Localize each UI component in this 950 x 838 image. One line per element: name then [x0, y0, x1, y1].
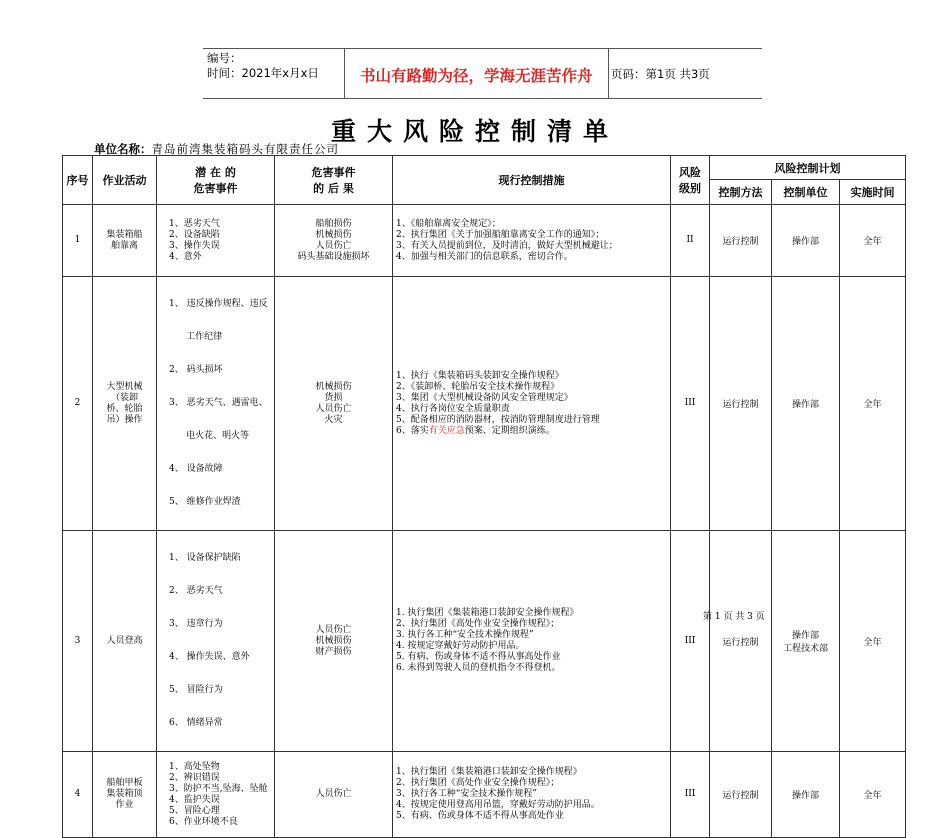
header-consequence: 危害事件 的 后 果	[275, 156, 393, 205]
row-consequences: 机械损伤 货损 人员伤亡 火灾	[275, 277, 393, 531]
hazard-item: 2、 码头损坏	[169, 365, 223, 375]
measure-item: 2、执行集团《高处作业安全操作规程》；	[396, 619, 560, 629]
hazard-item: 4、 设备故障	[169, 464, 223, 474]
row-dept: 操作部	[772, 752, 840, 838]
measure-item: 3、有关人员提前到位，及时清泊，做好大型机械避让；	[396, 240, 618, 251]
measure-item: 2、《装卸桥、轮胎吊安全技术操作规程》	[396, 381, 560, 392]
row-activity: 大型机械 （装卸 桥、轮胎 吊）操作	[93, 277, 157, 531]
row-time: 全年	[840, 205, 906, 277]
measure-item: 1、执行集团《集装箱港口装卸安全操作规程》	[396, 767, 582, 777]
hazard-item: 5、冒险心理	[169, 805, 220, 816]
row-hazards	[157, 277, 275, 531]
row-consequences: 船舶损伤 机械损伤 人员伤亡 码头基础设施损坏	[275, 205, 393, 277]
measure-item: 3、执行各工种“安全技术操作规程”	[396, 789, 537, 799]
measure-item: 5、有病、伤或身体不适不得从事高处作业	[396, 811, 564, 821]
hazard-item: 3、操作失误	[169, 240, 220, 251]
measure-item: 4、按规定使用登高用吊篮，穿戴好劳动防护用品。	[396, 800, 600, 810]
row-time: 全年	[840, 277, 906, 531]
row-method: 运行控制	[710, 277, 772, 531]
header-no: 序号	[63, 156, 93, 205]
measure-item: 1、执行《集装箱码头装卸安全操作规程》	[396, 370, 564, 381]
header-hazard: 潜 在 的 危害事件	[157, 156, 275, 205]
measure-item: 4、加强与相关部门的信息联系，密切合作。	[396, 251, 573, 262]
row-no: 2	[63, 277, 93, 531]
row-activity: 集装箱船 舶靠离	[93, 205, 157, 277]
hazard-item: 6、 情绪异常	[169, 718, 223, 728]
header-plan: 风险控制计划	[710, 156, 906, 180]
header-divider	[344, 49, 345, 98]
header-meta	[207, 51, 319, 81]
row-consequences: 人员伤亡 机械损伤 财产损伤	[275, 531, 393, 752]
row-dept: 操作部	[772, 277, 840, 531]
row-level: III	[671, 531, 710, 752]
measure-item: 2、执行集团《关于加强船舶靠离安全工作的通知》；	[396, 229, 605, 240]
measure-item: 5、配备相应的消防器材，按消防管理制度进行管理	[396, 414, 600, 425]
unit-label: 单位名称：	[94, 142, 152, 156]
row-measures	[393, 277, 671, 531]
measure-item	[396, 426, 667, 437]
table-row	[63, 205, 906, 277]
row-consequences: 人员伤亡	[275, 752, 393, 838]
row-time: 全年	[840, 531, 906, 752]
header-motto: 书山有路勤为径，学海无涯苦作舟	[360, 66, 593, 85]
table-row	[63, 277, 906, 531]
table-row	[63, 752, 906, 838]
hazard-item: 5、 冒险行为	[169, 685, 223, 695]
row-no: 4	[63, 752, 93, 838]
measure-item: 5. 有病、伤或身体不适不得从事高处作业	[396, 652, 561, 662]
row-level: II	[671, 205, 710, 277]
row-time: 全年	[840, 752, 906, 838]
header-divider	[608, 49, 609, 98]
time-label: 时间：2021年x月x日	[207, 66, 319, 80]
table-row	[63, 531, 906, 752]
row-dept: 操作部 工程技术部	[772, 531, 840, 752]
measure-item: 1. 执行集团《集装箱港口装卸安全操作规程》	[396, 608, 579, 618]
header-activity: 作业活动	[93, 156, 157, 205]
row-hazards	[157, 531, 275, 752]
row-level: III	[671, 752, 710, 838]
hazard-item: 4、意外	[169, 251, 202, 262]
measure-highlight: 有关应急	[428, 425, 465, 436]
measure-item: 4、执行各岗位安全质量职责	[396, 403, 510, 414]
row-measures	[393, 752, 671, 838]
hazard-item: 4、 操作失误、意外	[169, 652, 250, 662]
measure-item: 4. 按规定穿戴好劳动防护用品。	[396, 641, 525, 651]
measure-item: 3、集团《大型机械设备防风安全管理规定》	[396, 392, 573, 403]
row-no: 3	[63, 531, 93, 752]
page-footer: 第 1 页 共 3 页	[703, 612, 765, 622]
hazard-item: 3、 违章行为	[169, 619, 223, 629]
row-method: 运行控制	[710, 752, 772, 838]
row-activity: 人员登高	[93, 531, 157, 752]
number-label: 编号：	[207, 51, 242, 65]
hazard-item: 2、设备缺陷	[169, 229, 220, 240]
row-no: 1	[63, 205, 93, 277]
hazard-item: 1、 违反操作规程、违反	[169, 299, 268, 309]
hazard-item: 电火花、明火等	[169, 431, 250, 441]
page-title: 重大风险控制清单	[330, 117, 619, 146]
hazard-item: 1、高处坠物	[169, 761, 220, 772]
risk-table	[62, 155, 906, 838]
header-dept: 控制单位	[772, 180, 840, 205]
hazard-item: 1、 设备保护缺陷	[169, 553, 241, 563]
measure-text: 6、落实	[396, 425, 429, 436]
row-dept: 操作部	[772, 205, 840, 277]
row-method: 运行控制	[710, 205, 772, 277]
row-level: III	[671, 277, 710, 531]
hazard-item: 3、 恶劣天气、遇雷电、	[169, 398, 268, 408]
document-header	[203, 48, 762, 99]
hazard-item: 3、防护不当,坠海、坠舱	[169, 783, 268, 794]
header-method: 控制方法	[710, 180, 772, 205]
hazard-item: 1、恶劣天气	[169, 218, 220, 229]
header-measures: 现行控制措施	[393, 156, 671, 205]
row-measures	[393, 205, 671, 277]
header-level: 风险 级别	[671, 156, 710, 205]
measure-item: 1、《船舶靠离安全规定》；	[396, 218, 501, 229]
hazard-item: 6、作业环境不良	[169, 816, 238, 827]
hazard-item: 2、辨识错误	[169, 772, 220, 783]
row-activity: 船舶甲板 集装箱顶 作业	[93, 752, 157, 838]
row-hazards	[157, 205, 275, 277]
hazard-item: 工作纪律	[169, 332, 223, 342]
header-page-info: 页码：第1页 共3页	[611, 67, 710, 81]
measure-item: 3. 执行各工种“安全技术操作规程”	[396, 630, 534, 640]
row-hazards	[157, 752, 275, 838]
measure-item: 6. 未得到驾驶人员的登机指令不得登机。	[396, 663, 561, 673]
unit-name: 青岛前湾集装箱码头有限责任公司	[151, 142, 339, 156]
measure-item: 2、执行集团《高处作业安全操作规程》；	[396, 778, 560, 788]
hazard-item: 2、 恶劣天气	[169, 586, 223, 596]
header-time: 实施时间	[840, 180, 906, 205]
row-measures	[393, 531, 671, 752]
measure-text: 预案、定期组织演练。	[464, 425, 555, 436]
hazard-item: 4、监护失误	[169, 794, 220, 805]
hazard-item: 5、 维修作业焊渣	[169, 497, 241, 507]
row-method: 运行控制	[710, 531, 772, 752]
